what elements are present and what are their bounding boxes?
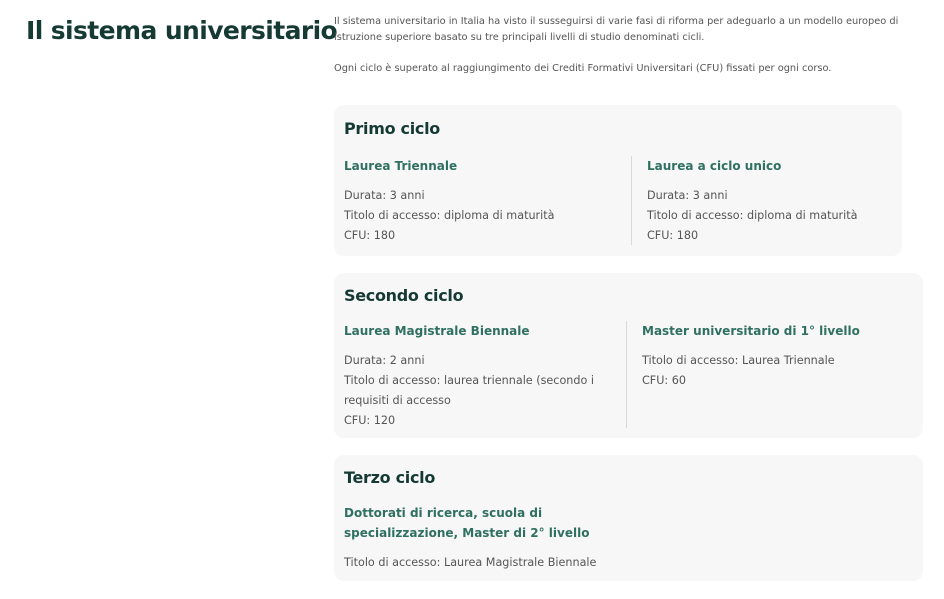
program-info: Titolo di accesso: diploma di maturità: [647, 209, 858, 222]
program-laurea-magistrale: [344, 321, 604, 431]
program-info: CFU: 60: [642, 374, 686, 387]
program-info: Titolo di accesso: Laurea Magistrale Biennale: [344, 556, 597, 569]
program-info: Durata: 3 anni: [344, 189, 425, 202]
intro-paragraph: Il sistema universitario in Italia ha visto il susseguirsi di varie fasi di riforma per adeguarlo a un modello europeo di istruzione superiore basato su tre principali livelli di studio denominati cicli.: [334, 16, 899, 43]
page-title: Il sistema universitario: [26, 16, 338, 45]
program-title: Laurea a ciclo unico: [647, 159, 782, 173]
cycle-title: Terzo ciclo: [344, 468, 436, 487]
program-master-primo-livello: [626, 321, 912, 428]
program-title: Dottorati di ricerca, scuola di specializzazione, Master di 2° livello: [344, 506, 590, 540]
cycle-title: Primo ciclo: [344, 119, 440, 138]
cycle-card-secondo: [334, 273, 923, 438]
program-title: Laurea Triennale: [344, 159, 458, 173]
program-info: CFU: 180: [647, 229, 699, 242]
program-title: Laurea Magistrale Biennale: [344, 324, 530, 338]
program-laurea-triennale: [344, 156, 614, 246]
program-info: CFU: 120: [344, 414, 396, 427]
intro-paragraph: Ogni ciclo è superato al raggiungimento dei Crediti Formativi Universitari (CFU) fissati per ogni corso.: [334, 63, 832, 74]
cycle-card-primo: [334, 105, 902, 256]
intro-text: [334, 14, 914, 77]
program-info: Titolo di accesso: diploma di maturità: [344, 209, 555, 222]
program-info: Durata: 2 anni: [344, 354, 425, 367]
program-info: Durata: 3 anni: [647, 189, 728, 202]
cycle-card-terzo: [334, 455, 923, 581]
program-dottorati: [344, 503, 634, 573]
program-info: CFU: 180: [344, 229, 396, 242]
program-title: Master universitario di 1° livello: [642, 324, 860, 338]
program-laurea-ciclo-unico: [631, 156, 887, 245]
program-info: Titolo di accesso: Laurea Triennale: [642, 354, 835, 367]
program-info: Titolo di accesso: laurea triennale (secondo i requisiti di accesso: [344, 374, 595, 407]
cycle-title: Secondo ciclo: [344, 286, 464, 305]
